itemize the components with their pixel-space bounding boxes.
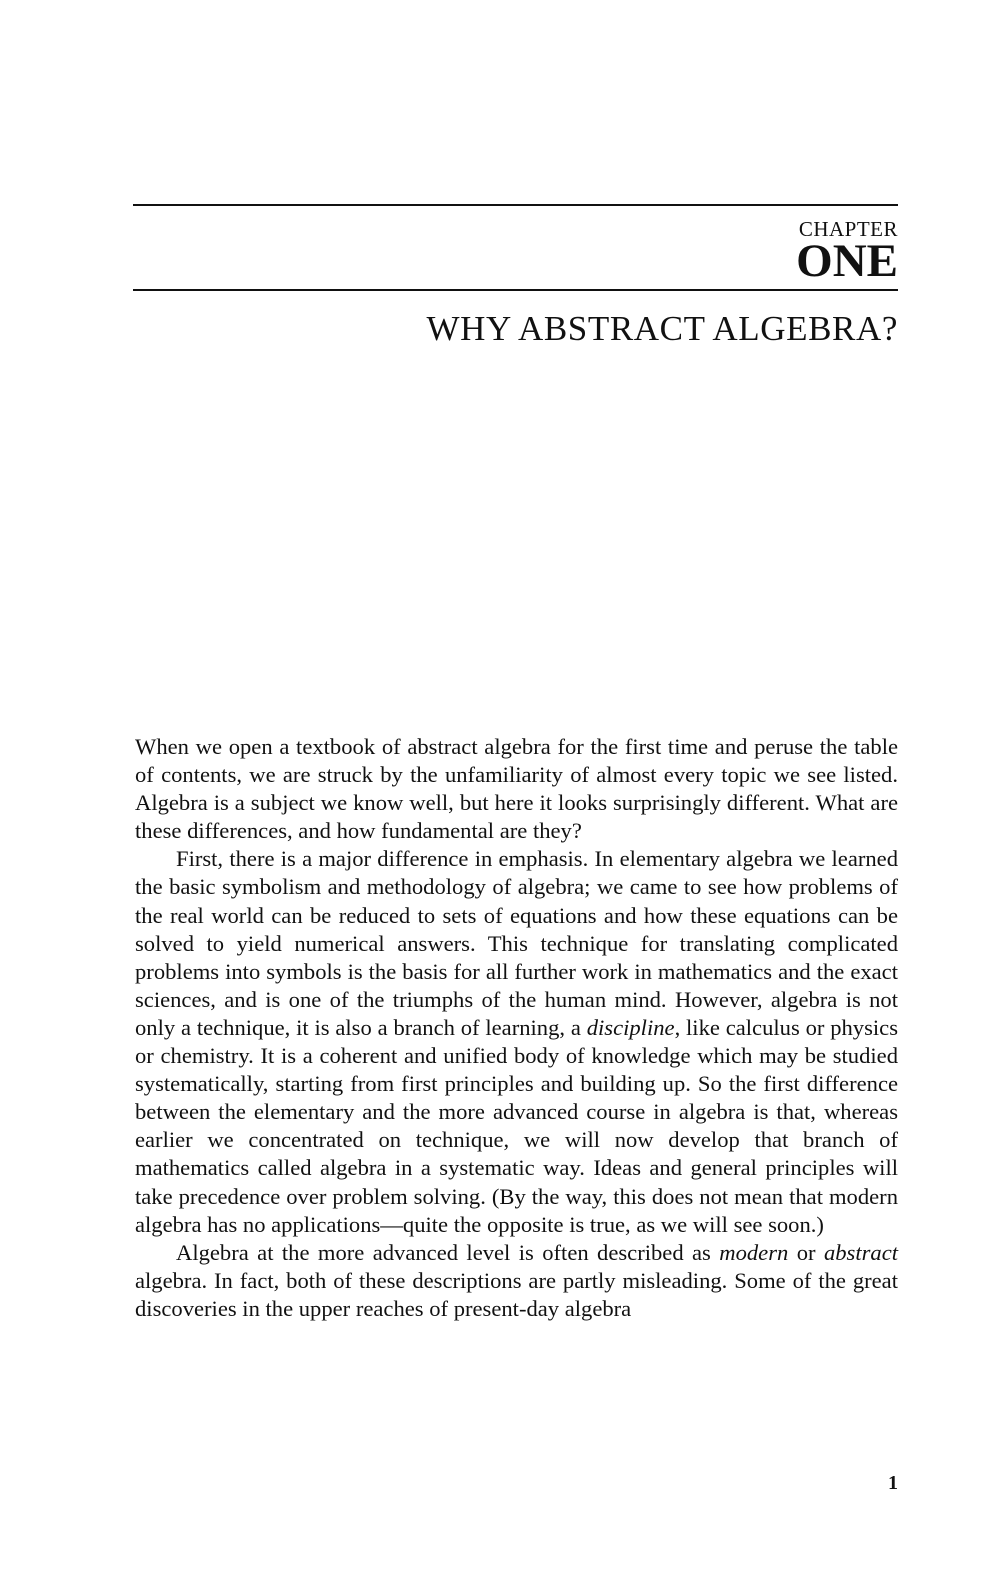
paragraph-3 [135,1239,898,1323]
chapter-label: CHAPTER [798,217,898,241]
body-text [135,733,898,1323]
paragraph-3-text-c: algebra. In fact, both of these descriptions are partly misleading. Some of the great discoveries in the upper reaches of present-day algebra [135,1267,898,1321]
page-number: 1 [888,1472,898,1494]
chapter-title: WHY ABSTRACT ALGEBRA? [426,309,898,348]
emphasis-abstract: abstract [823,1239,898,1265]
emphasis-discipline: discipline [586,1014,675,1040]
paragraph-2-text-a: First, there is a major difference in emphasis. In elementary algebra we learned the basic symbolism and methodology of algebra; we came to see how problems of the real world can be reduced to sets of equations and how these equations can be solved to yield numerical answers. This technique for translating complicated problems into symbols is the basis for all further work in mathematics and the exact sciences, and is one of the triumphs of the human mind. However, algebra is not only a technique, it is also a branch of learning, a [135,846,898,1040]
paragraph-3-text-a: Algebra at the more advanced level is often described as [176,1239,720,1265]
header-rule-top [133,204,898,206]
emphasis-modern: modern [719,1239,789,1265]
chapter-number: ONE [796,235,898,287]
paragraph-1: When we open a textbook of abstract algebra for the first time and peruse the table of contents, we are struck by the unfamiliarity of almost every topic we see listed. Algebra is a subject we know well, but here it looks surprisingly different. What are these differences, and how fundamental are they? [135,734,898,844]
paragraph-2-text-b: , like calculus or physics or chemistry. It is a coherent and unified body of knowledge which may be studied systematically, starting from first principles and building up. So the first difference between the elementary and the more advanced course in algebra is that, whereas earlier we concentrated on technique, we will now develop that branch of mathematics called algebra in a systematic way. Ideas and general principles will take precedence over problem solving. (By the way, this does not mean that modern algebra has no applications—quite the opposite is true, as we will see soon.) [135,1014,898,1237]
header-rule-bottom [133,289,898,291]
paragraph-2 [135,845,898,1238]
paragraph-3-text-b: or [788,1239,824,1265]
